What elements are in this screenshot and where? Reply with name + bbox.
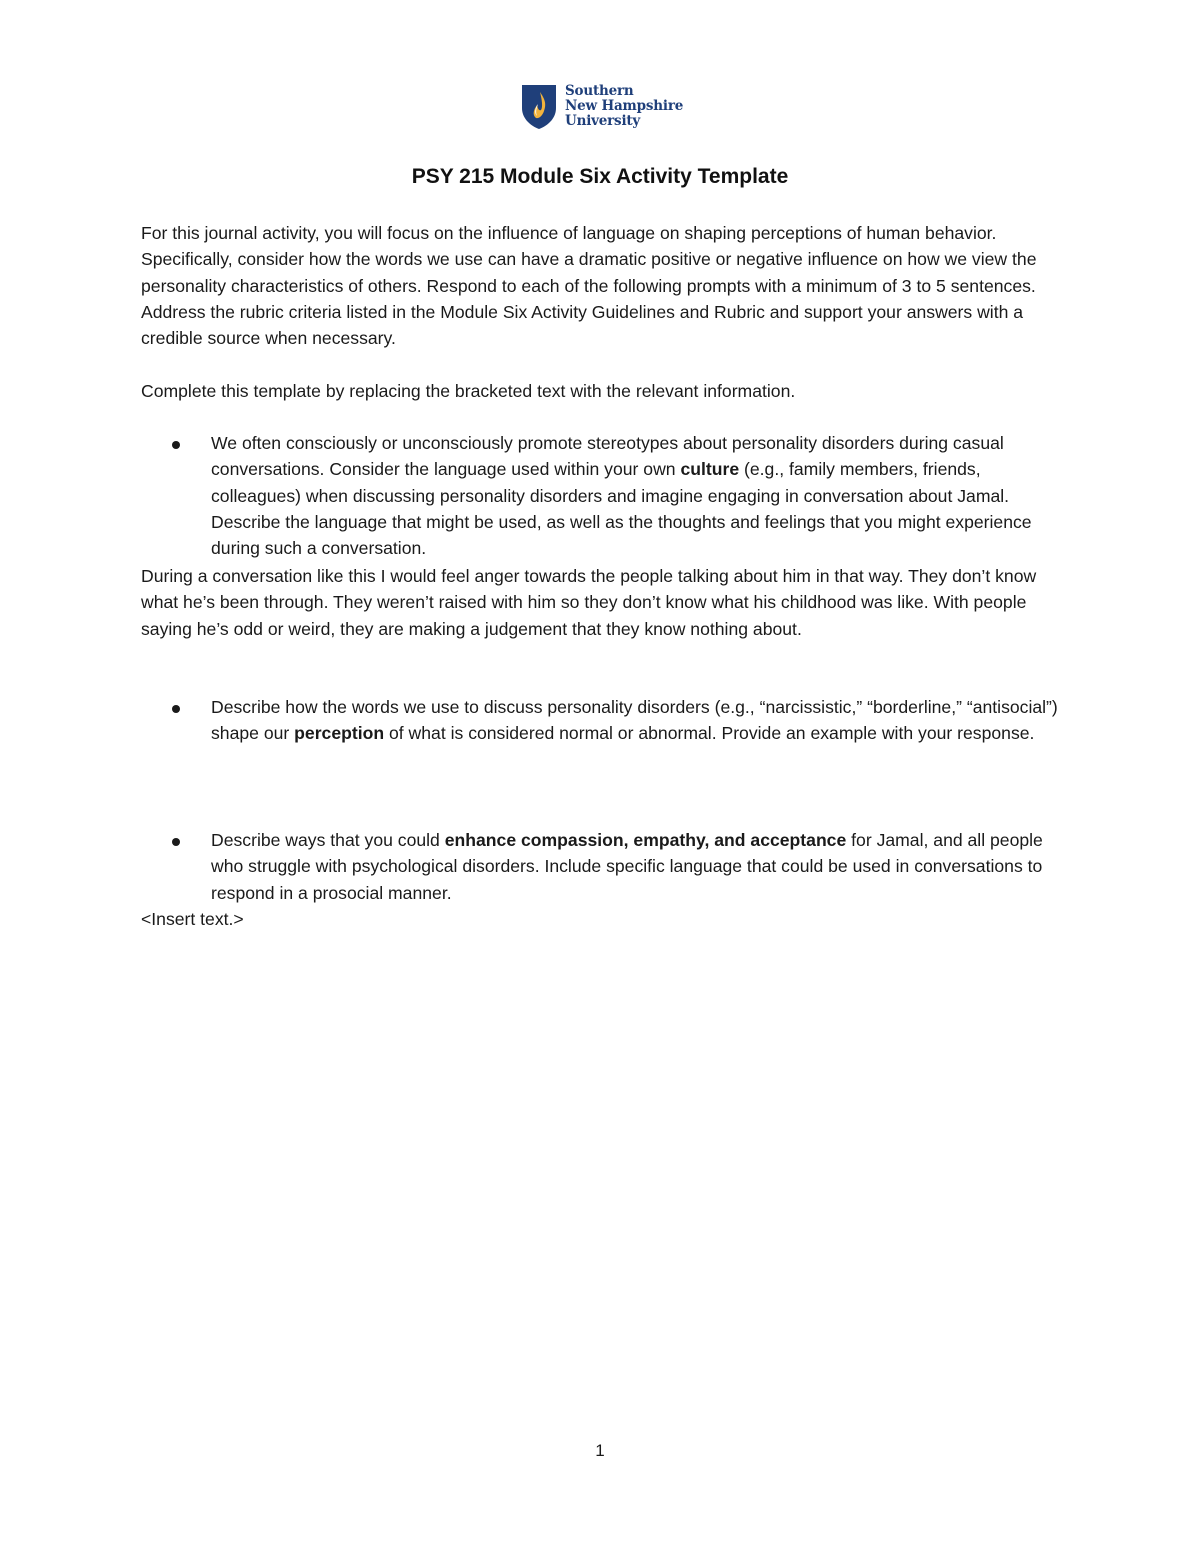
logo-wordmark	[565, 84, 683, 129]
prompt-3-text-end: for Jamal, and all people who struggle with psychological disorders. Include specific language that could be used in conversations to respond in a prosocial manner.	[211, 830, 1043, 903]
university-logo	[521, 84, 683, 132]
prompt-1-keyword: culture	[680, 459, 740, 480]
bullet-icon	[172, 441, 180, 449]
prompt-1	[211, 430, 1071, 561]
logo-line-southern: Southern	[565, 83, 634, 99]
prompt-3-keyword: enhance compassion, empathy, and acceptance	[444, 830, 847, 850]
page-number: 1	[595, 1441, 605, 1460]
prompt-3	[211, 827, 1071, 906]
prompt-2-text-start: Describe how the words we use to discuss personality disorders (e.g., “narcissistic,” “borderline,” “antisocial”) shape our	[211, 697, 1058, 744]
prompt-3-text-start: Describe ways that you could	[211, 830, 445, 850]
answer-1[interactable]: During a conversation like this I would feel anger towards the people talking about him in that way. They don’t know what he’s been through. They weren’t raised with him so they don’t know what his childhood was like. With people saying he’s odd or weird, they are making a judgement that they know nothing about.	[141, 566, 1037, 639]
bullet-icon	[172, 838, 180, 846]
prompt-2	[211, 694, 1071, 747]
logo-line-new-hampshire: New Hampshire	[565, 98, 684, 114]
document-title: PSY 215 Module Six Activity Template	[411, 165, 789, 188]
logo-line-university: University	[565, 113, 641, 129]
prompt-1-text-end: (e.g., family members, friends, colleagues) when discussing personality disorders and imagine engaging in conversation about Jamal. Describe the language that might be used, as well as the thoughts and feelings that you might experience during such a conversation.	[211, 459, 1032, 559]
instruction-paragraph: Complete this template by replacing the bracketed text with the relevant information.	[141, 381, 796, 401]
answer-3-placeholder[interactable]: <Insert text.>	[141, 909, 244, 929]
prompt-1-text-start: We often consciously or unconsciously promote stereotypes about personality disorders during casual conversations. Consider the language used within your own	[211, 433, 1004, 480]
prompt-2-text-end: of what is considered normal or abnormal. Provide an example with your response.	[384, 723, 1035, 744]
bullet-icon	[172, 705, 180, 713]
prompt-2-keyword: perception	[294, 723, 385, 744]
intro-paragraph: For this journal activity, you will focus on the influence of language on shaping perceptions of human behavior. Specifically, consider how the words we use can have a dramatic positive or negative influence on how we view the personality characteristics of others. Respond to each of the following prompts with a minimum of 3 to 5 sentences. Address the rubric criteria listed in the Module Six Activity Guidelines and Rubric and support your answers with a credible source when necessary.	[141, 223, 1037, 349]
flame-shield-icon	[521, 84, 557, 130]
